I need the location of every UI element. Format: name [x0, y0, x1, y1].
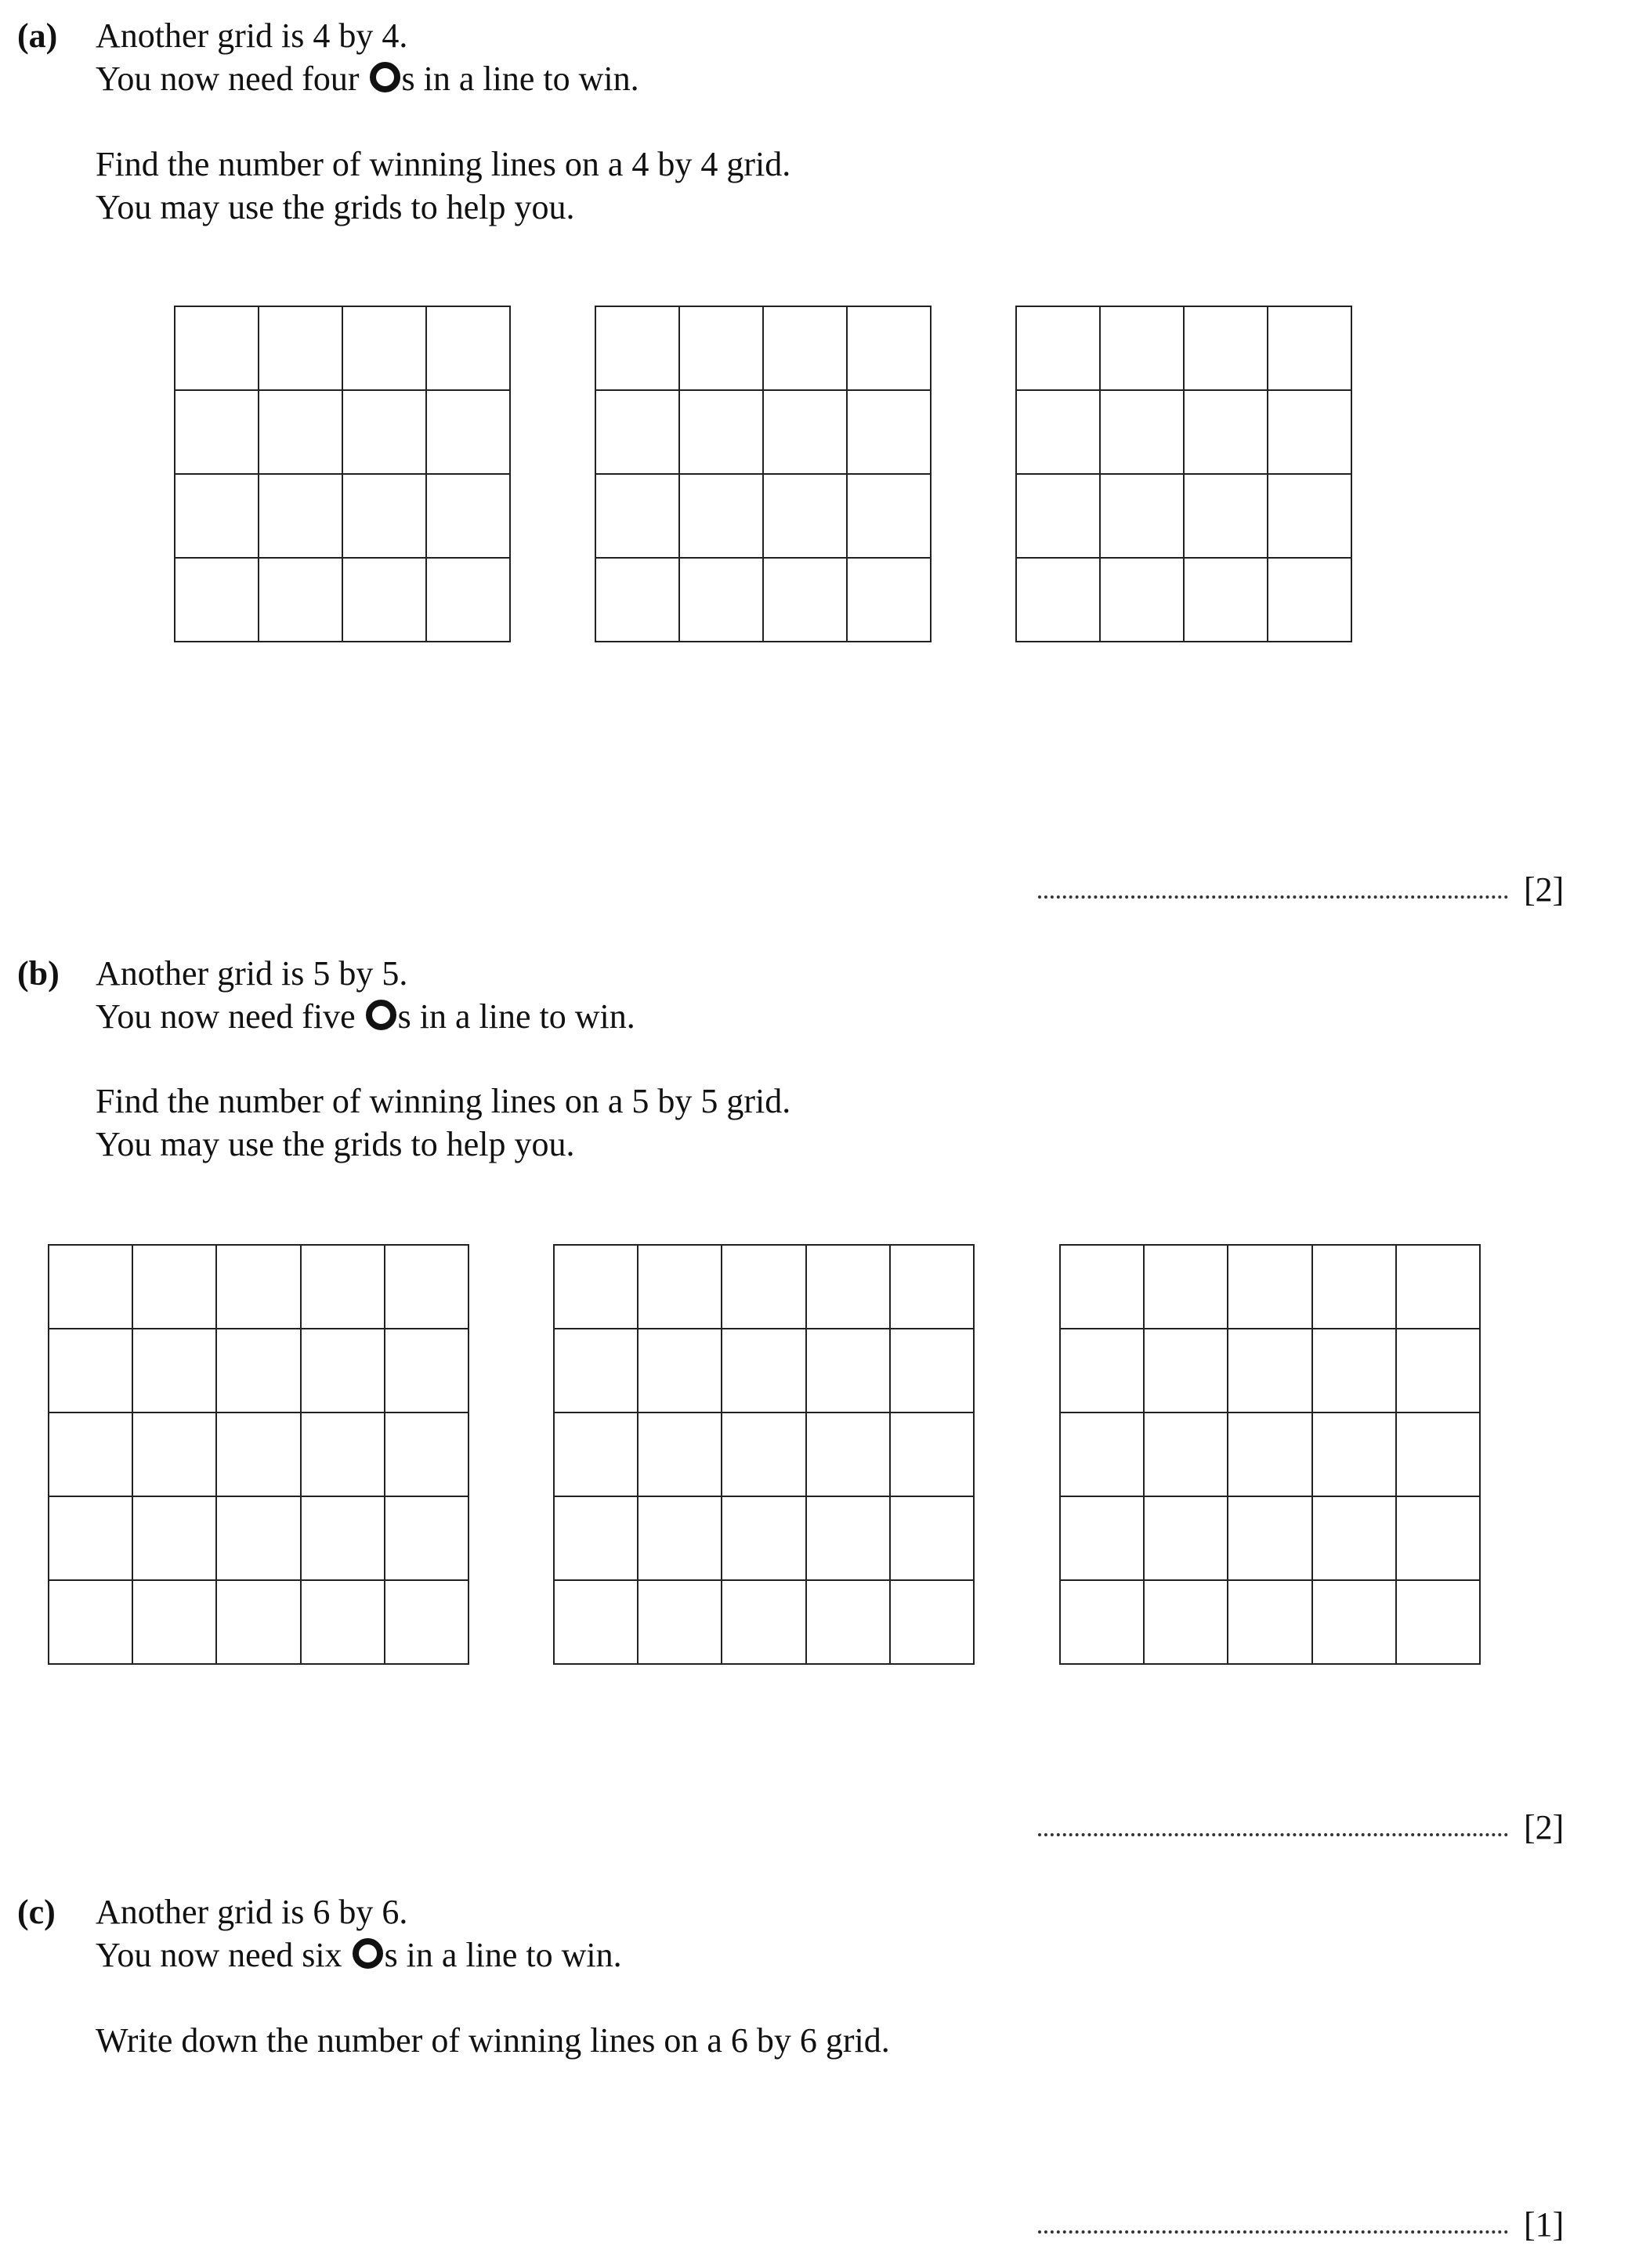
part-label: (c): [17, 1893, 56, 1931]
grid-cell[interactable]: [1100, 390, 1184, 474]
grid-cell[interactable]: [806, 1245, 890, 1329]
grid-cell[interactable]: [342, 390, 426, 474]
grid-cell[interactable]: [1060, 1413, 1144, 1496]
grid-cell[interactable]: [1100, 474, 1184, 558]
grid-cell[interactable]: [385, 1496, 468, 1580]
grid-cell[interactable]: [806, 1413, 890, 1496]
grid-cell[interactable]: [890, 1496, 974, 1580]
grid-cell[interactable]: [1312, 1580, 1396, 1664]
grid-cell[interactable]: [1144, 1413, 1228, 1496]
grid-cell[interactable]: [342, 474, 426, 558]
grid-cell[interactable]: [1016, 558, 1100, 642]
grid-cell[interactable]: [49, 1245, 132, 1329]
marks-label: [1]: [1524, 2205, 1565, 2244]
dotted-line: [1038, 2230, 1508, 2234]
grid-cell[interactable]: [554, 1329, 638, 1413]
grid-cell[interactable]: [259, 390, 342, 474]
grid-cell[interactable]: [763, 558, 847, 642]
question-text: You now need four s in a line to win.: [96, 60, 639, 98]
grid-cell[interactable]: [49, 1413, 132, 1496]
grid-cell[interactable]: [1228, 1580, 1311, 1664]
grid-cell[interactable]: [132, 1245, 216, 1329]
grid-cell[interactable]: [1228, 1496, 1311, 1580]
grid-cell[interactable]: [554, 1413, 638, 1496]
grid-cell[interactable]: [1144, 1329, 1228, 1413]
grid-cell[interactable]: [1396, 1245, 1480, 1329]
grid-cell[interactable]: [595, 558, 679, 642]
grid-cell[interactable]: [1016, 390, 1100, 474]
grid-cell[interactable]: [426, 390, 510, 474]
grid-cell[interactable]: [1268, 558, 1351, 642]
question-text: Another grid is 5 by 5.: [96, 954, 408, 993]
grid-cell[interactable]: [385, 1413, 468, 1496]
grid-cell[interactable]: [1228, 1245, 1311, 1329]
grid-cell[interactable]: [175, 558, 259, 642]
grid-cell[interactable]: [175, 474, 259, 558]
grid-cell[interactable]: [1016, 306, 1100, 390]
grid-cell[interactable]: [638, 1329, 722, 1413]
answer-line[interactable]: [1038, 2203, 1508, 2247]
question-text: Another grid is 6 by 6.: [96, 1893, 408, 1931]
grid-cell[interactable]: [342, 306, 426, 390]
grid-cell[interactable]: [49, 1496, 132, 1580]
grid-cell[interactable]: [426, 474, 510, 558]
grid-cell[interactable]: [1184, 390, 1268, 474]
grid-4x4[interactable]: [595, 306, 932, 642]
grid-cell[interactable]: [1312, 1245, 1396, 1329]
grid-cell[interactable]: [763, 306, 847, 390]
dotted-line: [1038, 895, 1508, 899]
grid-cell[interactable]: [1396, 1496, 1480, 1580]
grid-cell[interactable]: [638, 1245, 722, 1329]
grid-cell[interactable]: [49, 1580, 132, 1664]
grid-cell[interactable]: [132, 1329, 216, 1413]
dotted-line: [1038, 1833, 1508, 1836]
grid-cell[interactable]: [132, 1496, 216, 1580]
grid-cell[interactable]: [890, 1329, 974, 1413]
grid-cell[interactable]: [1228, 1329, 1311, 1413]
grid-cell[interactable]: [806, 1329, 890, 1413]
grid-cell[interactable]: [385, 1245, 468, 1329]
grid-cell[interactable]: [1144, 1580, 1228, 1664]
grid-cell[interactable]: [890, 1413, 974, 1496]
grid-cell[interactable]: [595, 306, 679, 390]
ring-o-icon: [366, 1000, 396, 1030]
grid-cell[interactable]: [847, 390, 931, 474]
grid-5x5[interactable]: [1059, 1244, 1481, 1665]
question-text: Another grid is 4 by 4.: [96, 16, 408, 55]
grid-cell[interactable]: [722, 1413, 805, 1496]
grid-cell[interactable]: [301, 1413, 385, 1496]
grid-cell[interactable]: [679, 390, 763, 474]
grid-cell[interactable]: [595, 474, 679, 558]
grid-cell[interactable]: [1060, 1496, 1144, 1580]
question-text: Find the number of winning lines on a 4 by 4 grid.: [96, 145, 791, 183]
grid-cell[interactable]: [763, 390, 847, 474]
grid-cell[interactable]: [722, 1496, 805, 1580]
grid-cell[interactable]: [722, 1245, 805, 1329]
grid-cell[interactable]: [1060, 1580, 1144, 1664]
grid-cell[interactable]: [259, 558, 342, 642]
grid-cell[interactable]: [1396, 1329, 1480, 1413]
grid-cell[interactable]: [722, 1580, 805, 1664]
grid-cell[interactable]: [132, 1580, 216, 1664]
grid-cell[interactable]: [1268, 390, 1351, 474]
part-label: (b): [17, 954, 60, 993]
grid-5x5[interactable]: [48, 1244, 469, 1665]
grid-cell[interactable]: [1396, 1580, 1480, 1664]
question-text: You now need six s in a line to win.: [96, 1936, 622, 1974]
grid-cell[interactable]: [426, 558, 510, 642]
ring-o-icon: [370, 62, 400, 92]
grid-cell[interactable]: [1184, 306, 1268, 390]
grid-cell[interactable]: [1060, 1245, 1144, 1329]
grid-cell[interactable]: [216, 1245, 300, 1329]
grid-cell[interactable]: [1228, 1413, 1311, 1496]
marks-label: [2]: [1524, 1808, 1565, 1847]
grid-cell[interactable]: [1184, 474, 1268, 558]
grid-cell[interactable]: [722, 1329, 805, 1413]
grid-cell[interactable]: [132, 1413, 216, 1496]
grid-cell[interactable]: [216, 1580, 300, 1664]
grid-cell[interactable]: [1100, 558, 1184, 642]
grid-cell[interactable]: [1100, 306, 1184, 390]
grid-cell[interactable]: [1312, 1413, 1396, 1496]
grid-cell[interactable]: [595, 390, 679, 474]
grid-cell[interactable]: [385, 1329, 468, 1413]
grid-4x4[interactable]: [1015, 306, 1352, 642]
grid-cell[interactable]: [216, 1329, 300, 1413]
grid-cell[interactable]: [890, 1245, 974, 1329]
grid-cell[interactable]: [49, 1329, 132, 1413]
grid-cell[interactable]: [638, 1413, 722, 1496]
answer-line[interactable]: [1038, 868, 1508, 912]
question-text: Write down the number of winning lines on a 6 by 6 grid.: [96, 2021, 890, 2060]
grid-cell[interactable]: [847, 306, 931, 390]
grid-cell[interactable]: [679, 306, 763, 390]
grid-5x5[interactable]: [553, 1244, 975, 1665]
question-text: You may use the grids to help you.: [96, 1125, 575, 1163]
grid-cell[interactable]: [890, 1580, 974, 1664]
grid-cell[interactable]: [301, 1245, 385, 1329]
grid-cell[interactable]: [301, 1496, 385, 1580]
grid-cell[interactable]: [1268, 306, 1351, 390]
grid-cell[interactable]: [1268, 474, 1351, 558]
grid-cell[interactable]: [1184, 558, 1268, 642]
answer-line[interactable]: [1038, 1806, 1508, 1850]
grid-cell[interactable]: [301, 1580, 385, 1664]
grid-cell[interactable]: [342, 558, 426, 642]
question-text: You now need five s in a line to win.: [96, 997, 635, 1036]
grid-cell[interactable]: [1016, 474, 1100, 558]
grid-cell[interactable]: [554, 1496, 638, 1580]
grid-cell[interactable]: [301, 1329, 385, 1413]
part-label: (a): [17, 16, 58, 55]
grid-cell[interactable]: [1312, 1496, 1396, 1580]
grid-cell[interactable]: [638, 1496, 722, 1580]
grid-cell[interactable]: [426, 306, 510, 390]
grid-cell[interactable]: [847, 474, 931, 558]
grid-cell[interactable]: [638, 1580, 722, 1664]
grid-cell[interactable]: [1144, 1245, 1228, 1329]
grid-cell[interactable]: [1312, 1329, 1396, 1413]
marks-label: [2]: [1524, 870, 1565, 909]
question-text: You may use the grids to help you.: [96, 188, 575, 226]
grid-cell[interactable]: [679, 558, 763, 642]
grid-cell[interactable]: [175, 390, 259, 474]
grid-cell[interactable]: [806, 1496, 890, 1580]
grid-cell[interactable]: [385, 1580, 468, 1664]
grid-cell[interactable]: [847, 558, 931, 642]
grid-cell[interactable]: [763, 474, 847, 558]
grid-cell[interactable]: [259, 306, 342, 390]
grid-cell[interactable]: [216, 1413, 300, 1496]
ring-o-icon: [353, 1938, 383, 1969]
grid-cell[interactable]: [259, 474, 342, 558]
grid-cell[interactable]: [806, 1580, 890, 1664]
grid-cell[interactable]: [216, 1496, 300, 1580]
grid-cell[interactable]: [554, 1580, 638, 1664]
grid-cell[interactable]: [1144, 1496, 1228, 1580]
grid-cell[interactable]: [554, 1245, 638, 1329]
grid-cell[interactable]: [679, 474, 763, 558]
question-text: Find the number of winning lines on a 5 by 5 grid.: [96, 1082, 791, 1120]
grid-cell[interactable]: [175, 306, 259, 390]
grid-cell[interactable]: [1060, 1329, 1144, 1413]
grid-cell[interactable]: [1396, 1413, 1480, 1496]
grid-4x4[interactable]: [174, 306, 511, 642]
